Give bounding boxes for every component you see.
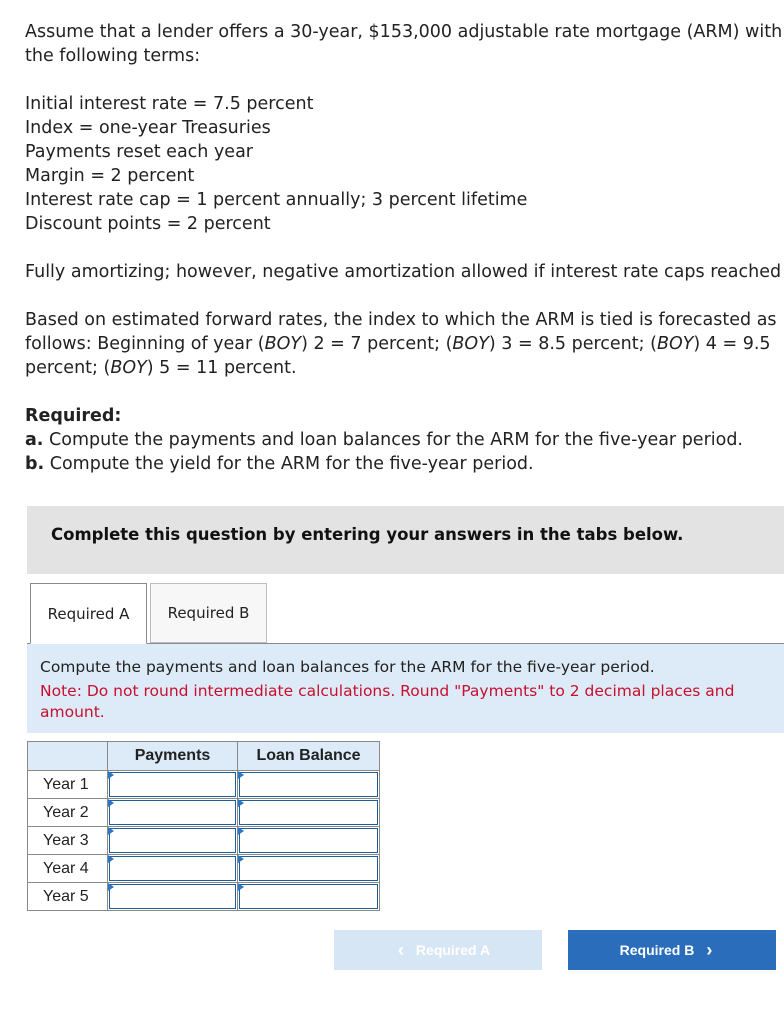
payments-input[interactable] xyxy=(108,827,238,855)
required-heading: Required: xyxy=(25,406,122,426)
row-label: Year 5 xyxy=(28,883,108,911)
intro-paragraph: Assume that a lender offers a 30-year, $153,000 adjustable rate mortgage (ARM) with the following terms: xyxy=(25,22,783,66)
answer-table xyxy=(27,741,380,911)
payments-input[interactable] xyxy=(108,855,238,883)
header-loan-balance: Loan Balance xyxy=(238,742,380,771)
question-text xyxy=(25,20,784,476)
prev-tab-button[interactable]: ‹ Required A xyxy=(334,930,542,970)
header-corner xyxy=(28,742,108,771)
table-header-row xyxy=(28,742,380,771)
row-label: Year 3 xyxy=(28,827,108,855)
row-label: Year 1 xyxy=(28,771,108,799)
table-row xyxy=(28,883,380,911)
table-row xyxy=(28,799,380,827)
amortization-note: Fully amortizing; however, negative amortization allowed if interest rate caps reached xyxy=(25,262,782,282)
loan-balance-input[interactable] xyxy=(238,771,380,799)
instruction-main: Compute the payments and loan balances for the ARM for the five-year period. xyxy=(40,658,655,676)
table-row xyxy=(28,771,380,799)
instructions-banner xyxy=(27,506,784,574)
payments-input[interactable] xyxy=(108,883,238,911)
header-payments: Payments xyxy=(108,742,238,771)
term-item: Margin = 2 percent xyxy=(25,166,195,186)
tab-bar xyxy=(27,583,784,644)
loan-balance-input[interactable] xyxy=(238,883,380,911)
term-item: Payments reset each year xyxy=(25,142,253,162)
term-item: Initial interest rate = 7.5 percent xyxy=(25,94,314,114)
required-a: a. Compute the payments and loan balances for the ARM for the five-year period. xyxy=(25,430,743,450)
chevron-left-icon: ‹ xyxy=(397,939,404,960)
banner-text: Complete this question by entering your answers in the tabs below. xyxy=(51,525,684,544)
row-label: Year 4 xyxy=(28,855,108,883)
term-item: Interest rate cap = 1 percent annually; 3 percent lifetime xyxy=(25,190,528,210)
payments-input[interactable] xyxy=(108,799,238,827)
chevron-right-icon: › xyxy=(706,939,713,960)
instruction-note: Note: Do not round intermediate calculations. Round "Payments" to 2 decimal places and amount. xyxy=(40,682,735,721)
term-item: Discount points = 2 percent xyxy=(25,214,271,234)
table-row xyxy=(28,827,380,855)
term-item: Index = one-year Treasuries xyxy=(25,118,271,138)
row-label: Year 2 xyxy=(28,799,108,827)
table-row xyxy=(28,855,380,883)
next-tab-button[interactable]: Required B › xyxy=(568,930,776,970)
loan-balance-input[interactable] xyxy=(238,799,380,827)
forecast-paragraph: Based on estimated forward rates, the index to which the ARM is tied is forecasted as follows: Beginning of year (BOY) 2 = 7 percent; (BOY) 3 = 8.5 percent; (BOY) 4 = 9.5 percent; (BOY) 5 = 11 percent. xyxy=(25,310,777,378)
tab-required-a[interactable]: Required A xyxy=(30,583,147,644)
required-b: b. Compute the yield for the ARM for the five-year period. xyxy=(25,454,534,474)
tab-instructions xyxy=(27,644,784,733)
loan-balance-input[interactable] xyxy=(238,855,380,883)
tab-required-b[interactable]: Required B xyxy=(150,583,267,643)
loan-balance-input[interactable] xyxy=(238,827,380,855)
payments-input[interactable] xyxy=(108,771,238,799)
